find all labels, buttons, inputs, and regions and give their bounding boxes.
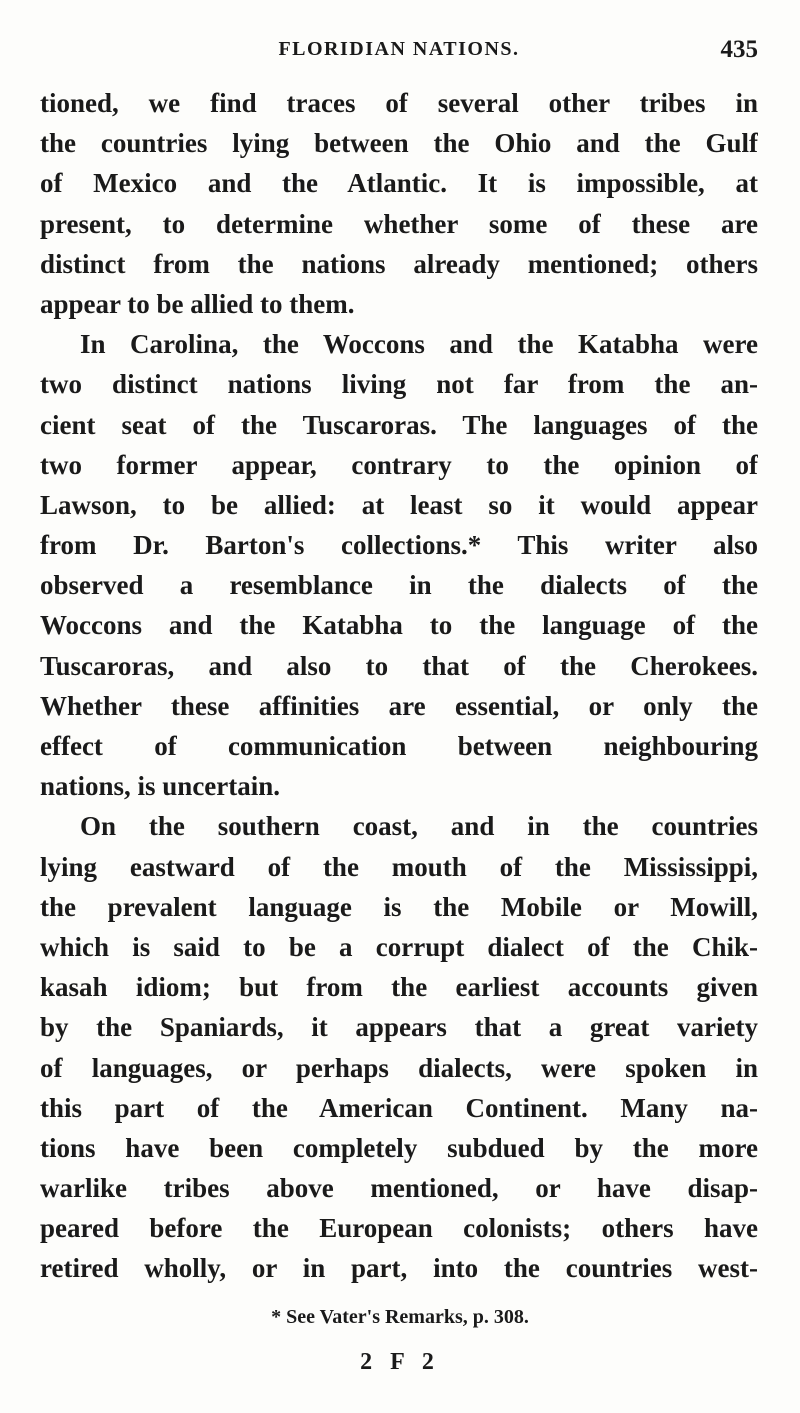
text-line: In Carolina, the Woccons and the Katabha were [80,329,758,360]
signature-mark: 2 F 2 [360,1349,440,1375]
text-line: distinct from the nations already mentioned; others [40,248,758,279]
text-line: Tuscaroras, and also to that of the Cherokees. [40,650,758,681]
text-line: lying eastward of the mouth of the Mississippi, [40,851,758,882]
text-line: warlike tribes above mentioned, or have disap- [40,1173,758,1204]
text-line: retired wholly, or in part, into the countries west- [40,1253,758,1284]
text-line: tions have been completely subdued by the more [40,1132,758,1163]
text-line: cient seat of the Tuscaroras. The languages of the [40,409,758,440]
text-line: Whether these affinities are essential, or only the [40,690,758,721]
running-head [40,36,758,70]
body-text [40,83,758,1289]
text-line: the prevalent language is the Mobile or Mowill, [40,891,758,922]
footnote: * See Vater's Remarks, p. 308. [271,1306,529,1328]
text-line: from Dr. Barton's collections.* This writer also [40,530,758,561]
text-line: two distinct nations living not far from the an- [40,369,758,400]
text-line: nations, is uncertain. [40,771,281,802]
text-line: effect of communication between neighbouring [40,731,758,761]
text-line: by the Spaniards, it appears that a great variety [40,1012,758,1043]
page-number: 435 [720,36,758,63]
text-line: peared before the European colonists; others have [40,1213,758,1244]
text-line: Woccons and the Katabha to the language of the [40,610,758,641]
text-line: appear to be allied to them. [40,288,355,319]
text-line: this part of the American Continent. Many na- [40,1092,758,1123]
text-line: of languages, or perhaps dialects, were spoken in [40,1052,758,1083]
running-title: FLORIDIAN NATIONS. [278,38,520,60]
text-line: observed a resemblance in the dialects of the [40,570,758,601]
text-line: present, to determine whether some of these are [40,208,758,239]
text-line: tioned, we find traces of several other tribes in [40,88,758,118]
text-line: of Mexico and the Atlantic. It is impossible, at [40,168,758,199]
text-line: On the southern coast, and in the countries [80,811,758,842]
text-line: kasah idiom; but from the earliest accounts given [40,972,758,1003]
text-line: two former appear, contrary to the opinion of [40,449,758,480]
text-line: the countries lying between the Ohio and the Gulf [40,128,758,159]
text-line: Lawson, to be allied: at least so it would appear [40,489,758,520]
text-line: which is said to be a corrupt dialect of the Chik- [40,931,758,962]
